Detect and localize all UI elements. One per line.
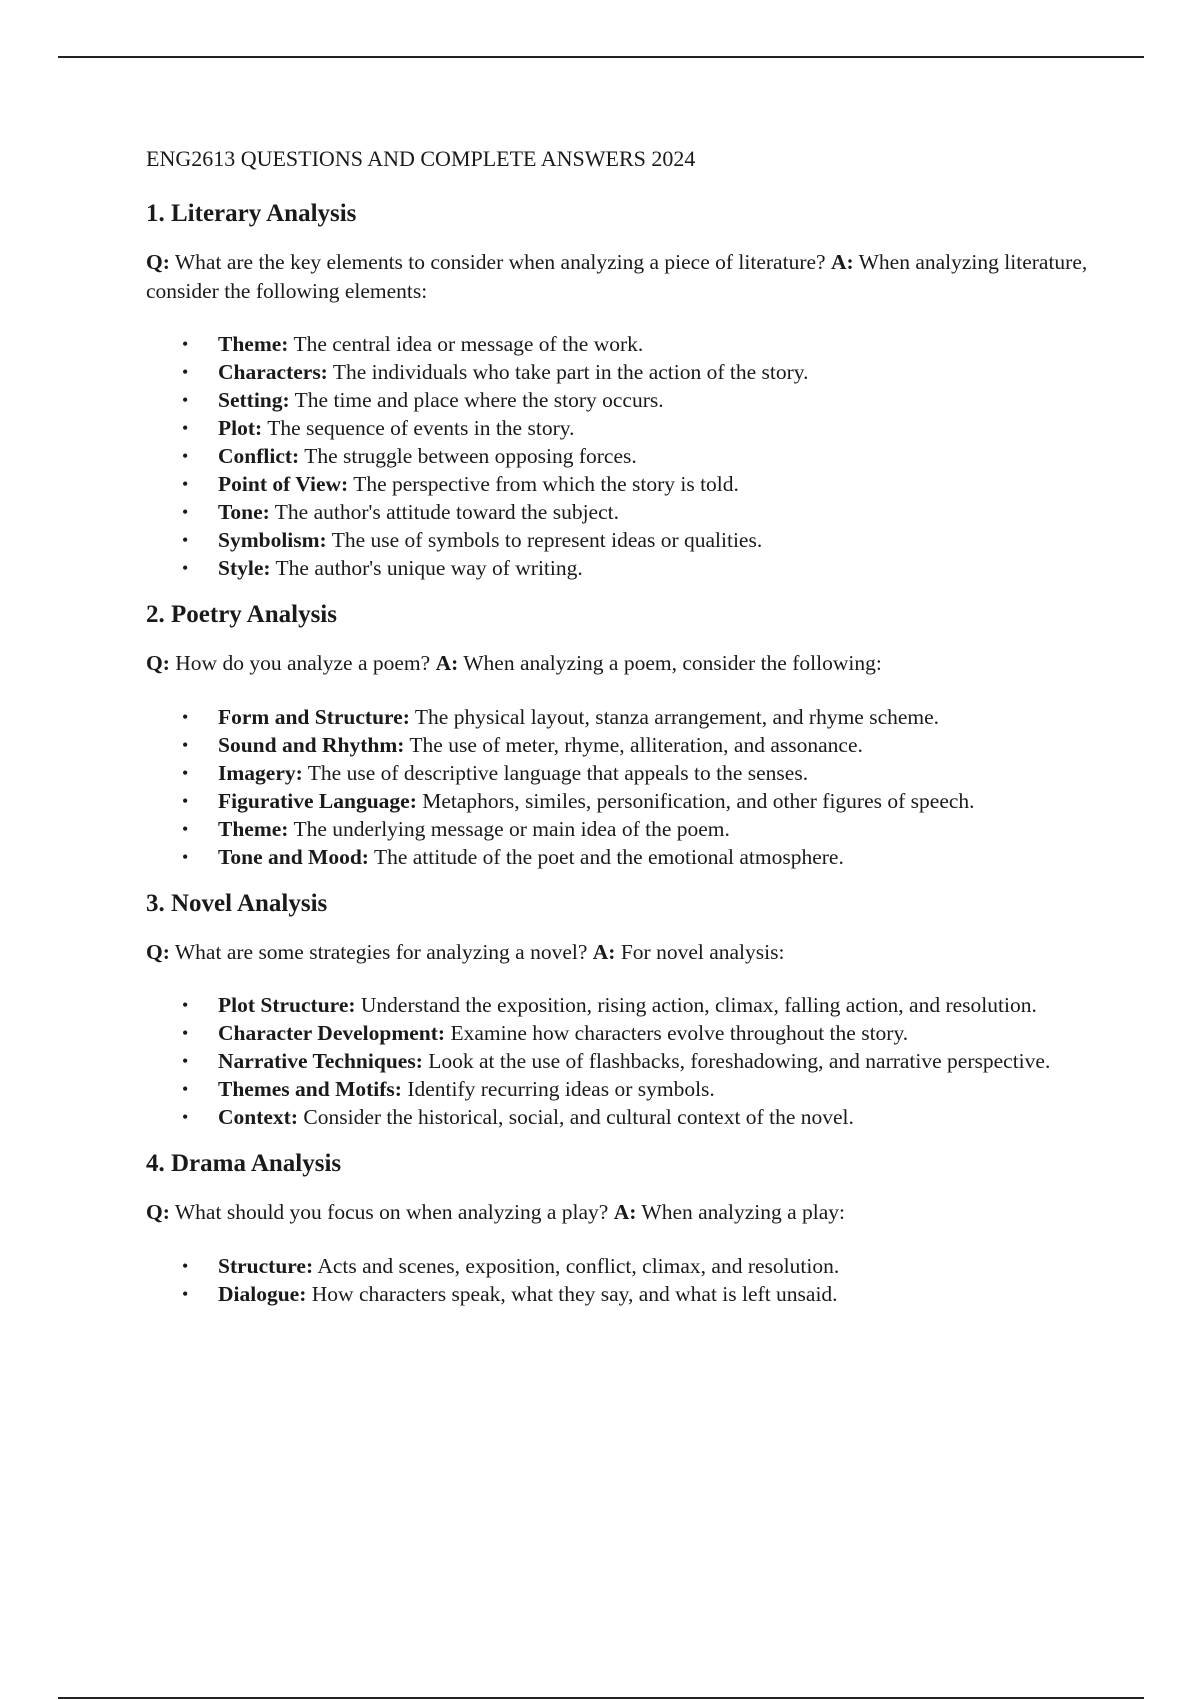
section-heading: 4. Drama Analysis xyxy=(146,1150,342,1177)
question-answer xyxy=(146,248,1096,305)
list-item: • Characters: The individuals who take part in the action of the story. xyxy=(182,360,809,384)
bullet-icon: • xyxy=(182,818,189,839)
bullet-icon: • xyxy=(182,390,189,410)
list-item: • Plot Structure: Understand the exposition, rising action, climax, falling action, and resolution. xyxy=(182,993,1037,1017)
bottom-rule xyxy=(58,1697,1144,1699)
list-item: • Imagery: The use of descriptive language that appeals to the senses. xyxy=(182,760,809,785)
list-item: • Form and Structure: The physical layout, stanza arrangement, and rhyme scheme. xyxy=(182,704,940,729)
question-answer xyxy=(146,938,1096,967)
bullet-icon: • xyxy=(182,734,189,755)
section-literary-analysis xyxy=(146,198,1096,582)
question-text: How do you analyze a poem? xyxy=(175,651,431,675)
element-list xyxy=(146,991,1096,1131)
list-item: • Conflict: The struggle between opposing forces. xyxy=(182,444,637,468)
element-list xyxy=(146,1252,1096,1308)
list-item: • Dialogue: How characters speak, what they say, and what is left unsaid. xyxy=(182,1281,838,1306)
answer-text: When analyzing a poem, consider the following: xyxy=(463,651,882,675)
bullet-icon: • xyxy=(182,334,189,354)
a-label: A: xyxy=(435,651,459,675)
bullet-icon: • xyxy=(182,846,189,867)
bullet-icon: • xyxy=(182,762,189,783)
q-label: Q: xyxy=(146,1200,170,1224)
bullet-icon: • xyxy=(182,1255,189,1276)
bullet-icon: • xyxy=(182,1107,189,1127)
list-item: • Tone: The author's attitude toward the subject. xyxy=(182,500,619,524)
element-list xyxy=(146,703,1096,871)
bullet-icon: • xyxy=(182,530,189,550)
bullet-icon: • xyxy=(182,1079,189,1099)
list-item: • Style: The author's unique way of writing. xyxy=(182,556,583,580)
top-rule xyxy=(58,56,1144,58)
bullet-icon: • xyxy=(182,1283,189,1304)
section-heading: 3. Novel Analysis xyxy=(146,889,328,917)
a-label: A: xyxy=(592,939,616,964)
bullet-icon: • xyxy=(182,1023,189,1043)
list-item: • Tone and Mood: The attitude of the poet and the emotional atmosphere. xyxy=(182,844,844,869)
bullet-icon: • xyxy=(182,362,189,382)
list-item: • Setting: The time and place where the story occurs. xyxy=(182,388,664,412)
section-heading: 1. Literary Analysis xyxy=(146,200,357,227)
list-item: • Figurative Language: Metaphors, similes, personification, and other figures of speech. xyxy=(182,788,975,813)
a-label: A: xyxy=(830,250,854,274)
bullet-icon: • xyxy=(182,1051,189,1071)
bullet-icon: • xyxy=(182,790,189,811)
answer-text: When analyzing literature, consider the following elements: xyxy=(146,250,1088,303)
list-item: • Context: Consider the historical, social, and cultural context of the novel. xyxy=(182,1105,854,1129)
bullet-icon: • xyxy=(182,706,189,727)
list-item: • Narrative Techniques: Look at the use of flashbacks, foreshadowing, and narrative perspective. xyxy=(182,1049,1051,1073)
section-drama-analysis xyxy=(146,1148,1096,1308)
q-label: Q: xyxy=(146,651,170,675)
element-list xyxy=(146,330,1096,582)
a-label: A: xyxy=(613,1200,637,1224)
list-item: • Symbolism: The use of symbols to represent ideas or qualities. xyxy=(182,528,763,552)
list-item: • Themes and Motifs: Identify recurring ideas or symbols. xyxy=(182,1077,715,1101)
bullet-icon: • xyxy=(182,474,189,494)
list-item: • Sound and Rhythm: The use of meter, rhyme, alliteration, and assonance. xyxy=(182,732,863,757)
answer-text: For novel analysis: xyxy=(620,939,785,964)
list-item: • Plot: The sequence of events in the story. xyxy=(182,416,575,440)
list-item: • Structure: Acts and scenes, exposition, conflict, climax, and resolution. xyxy=(182,1253,840,1278)
section-heading: 2. Poetry Analysis xyxy=(146,601,337,628)
q-label: Q: xyxy=(146,250,170,274)
document-title: ENG2613 QUESTIONS AND COMPLETE ANSWERS 2024 xyxy=(146,146,696,171)
bullet-icon: • xyxy=(182,558,189,578)
bullet-icon: • xyxy=(182,502,189,522)
question-text: What should you focus on when analyzing a play? xyxy=(174,1200,609,1224)
list-item: • Theme: The central idea or message of the work. xyxy=(182,332,644,356)
list-item: • Theme: The underlying message or main idea of the poem. xyxy=(182,816,730,841)
bullet-icon: • xyxy=(182,418,189,438)
question-text: What are the key elements to consider when analyzing a piece of literature? xyxy=(174,250,826,274)
section-novel-analysis xyxy=(146,888,1096,1132)
question-answer xyxy=(146,649,1096,678)
question-answer xyxy=(146,1198,1096,1227)
section-poetry-analysis xyxy=(146,599,1096,871)
question-text: What are some strategies for analyzing a novel? xyxy=(174,939,588,964)
bullet-icon: • xyxy=(182,995,189,1015)
list-item: • Point of View: The perspective from which the story is told. xyxy=(182,472,739,496)
answer-text: When analyzing a play: xyxy=(641,1200,845,1224)
bullet-icon: • xyxy=(182,446,189,466)
q-label: Q: xyxy=(146,939,170,964)
document-page xyxy=(146,144,1096,1325)
list-item: • Character Development: Examine how characters evolve throughout the story. xyxy=(182,1021,909,1045)
